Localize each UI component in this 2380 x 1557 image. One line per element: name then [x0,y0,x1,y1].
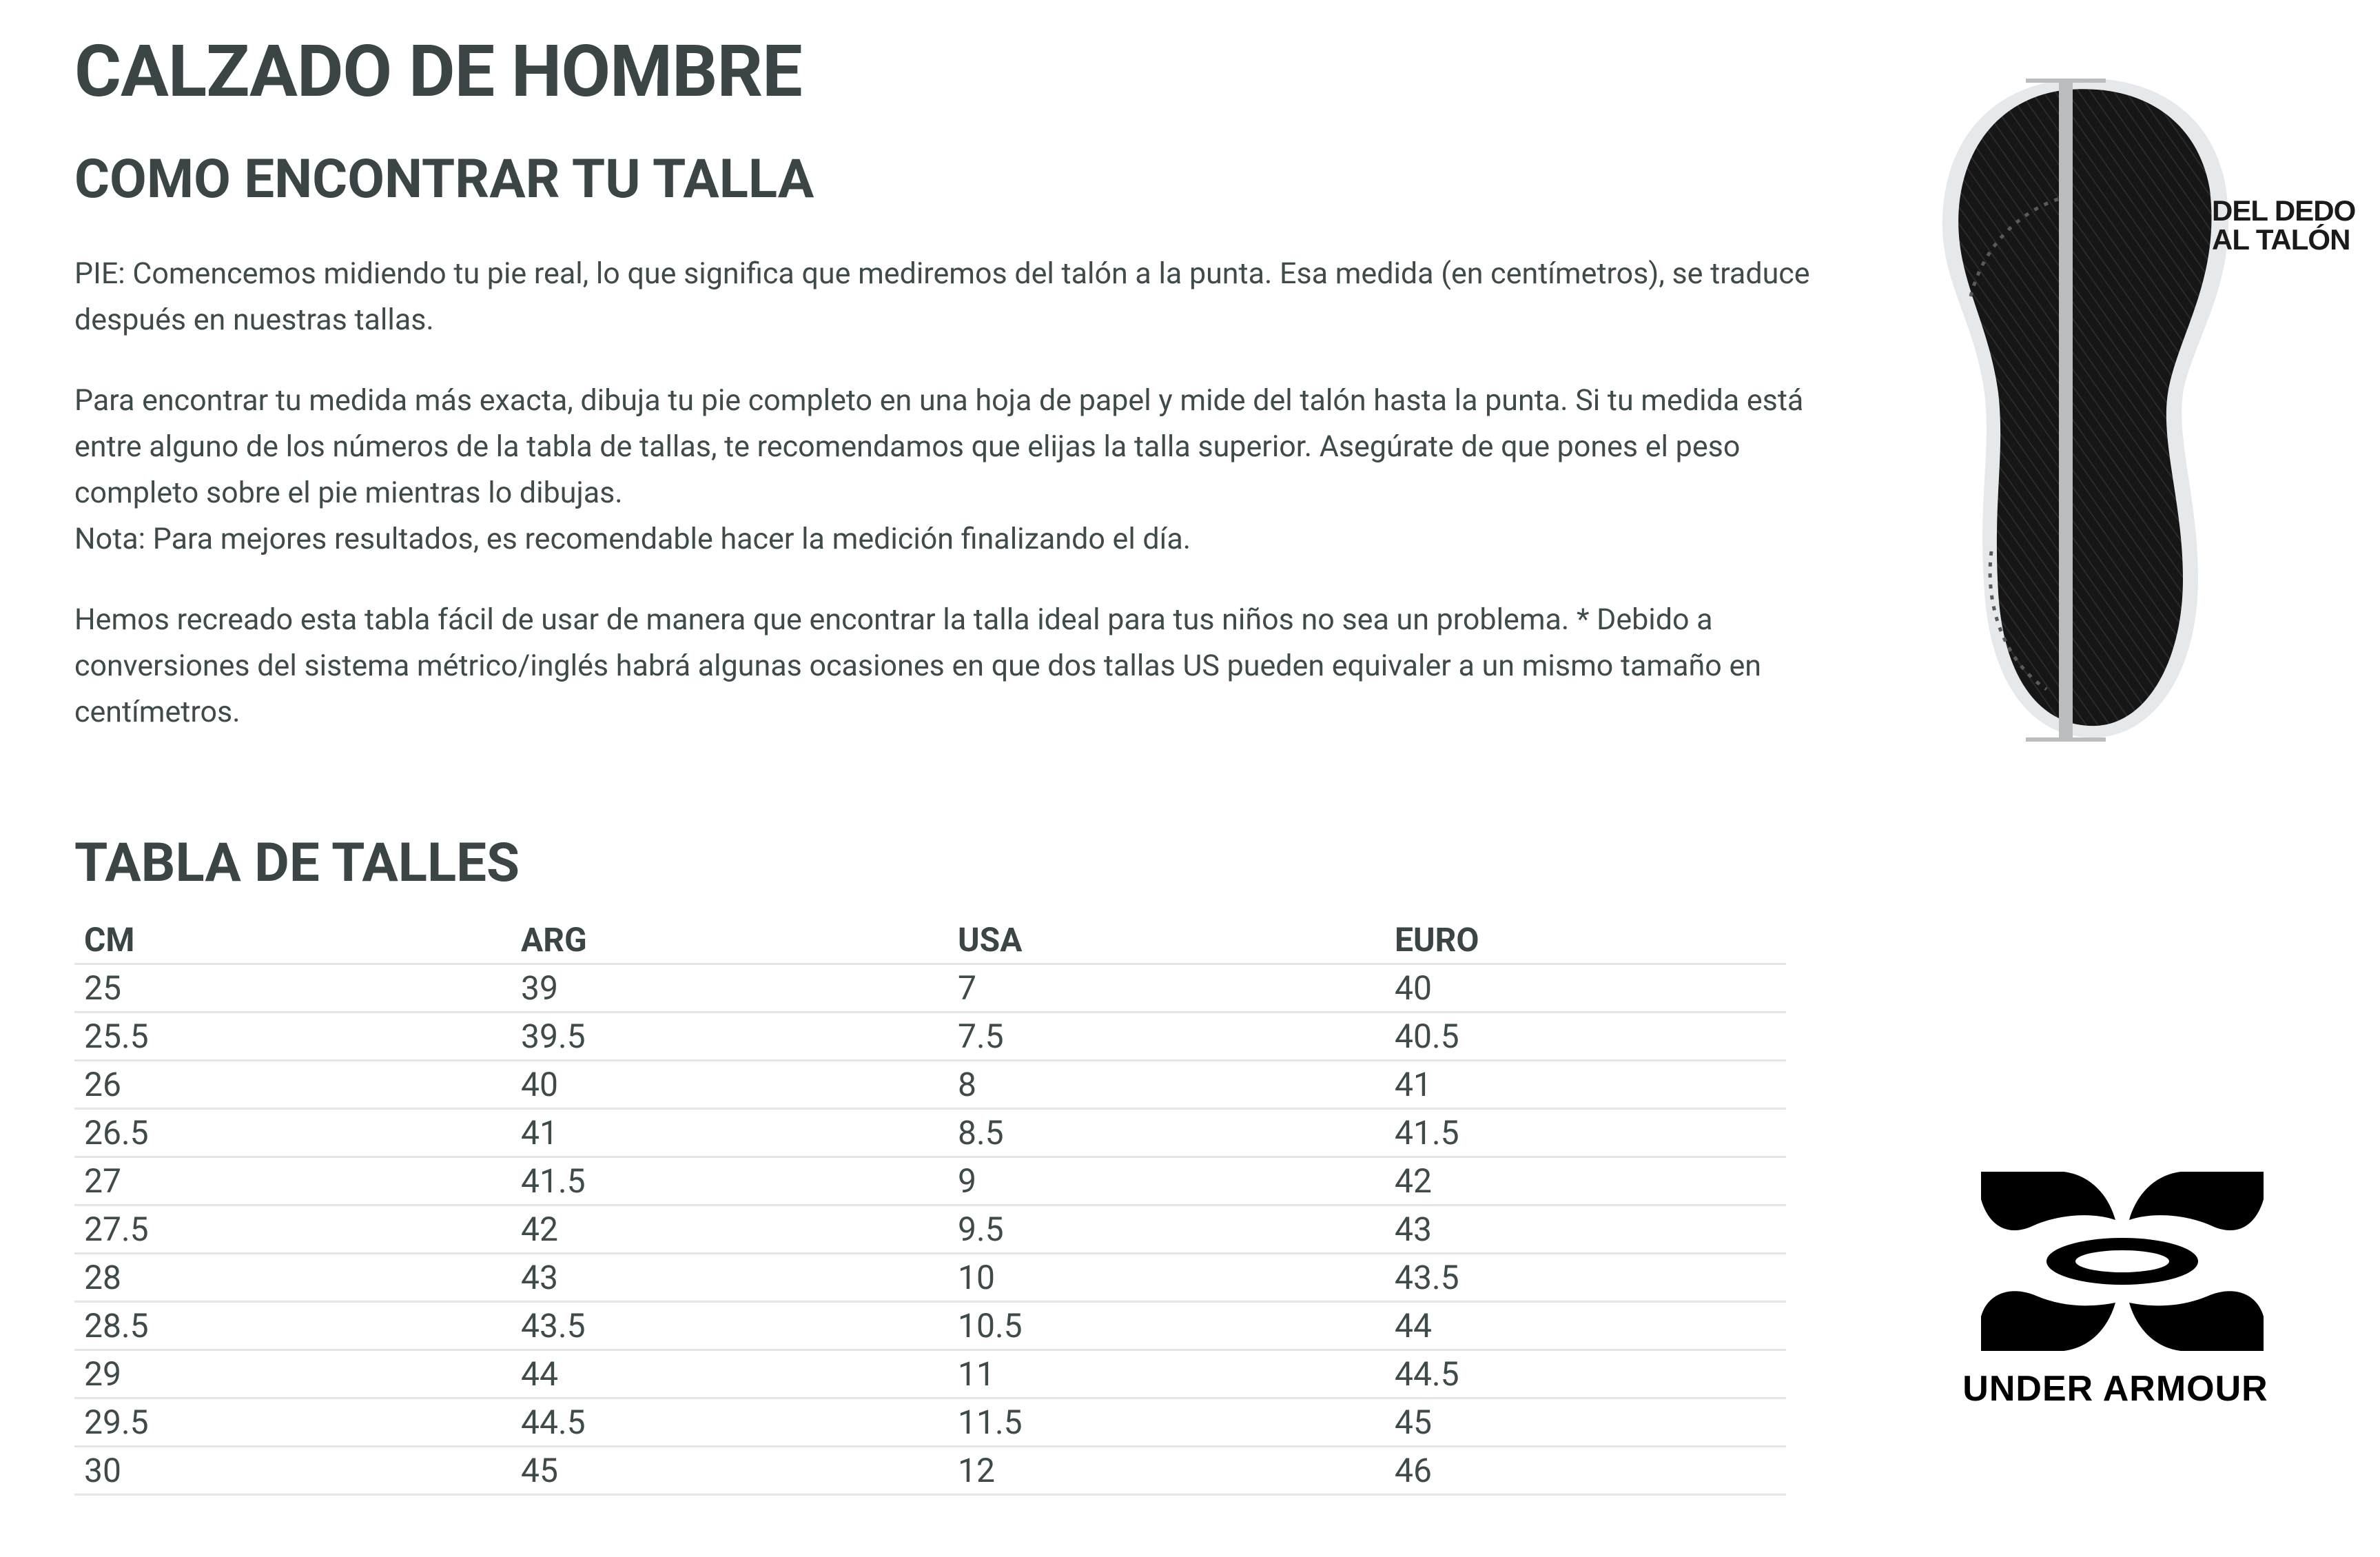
under-armour-logo-icon [1974,1172,2270,1351]
instruction-paragraph-3 [74,597,1811,735]
table-row [74,1157,1786,1205]
table-row [74,1109,1786,1157]
cell-cm: 28 [74,1254,511,1302]
sole-measure-label [2212,196,2355,254]
cell-arg: 43.5 [511,1302,948,1350]
cell-euro: 42 [1385,1157,1786,1205]
instruction-note: Nota: Para mejores resultados, es recomendable hacer la medición finalizando el día. [74,522,1191,556]
cell-euro: 45 [1385,1398,1786,1447]
cell-arg: 45 [511,1447,948,1495]
cell-arg: 43 [511,1254,948,1302]
cell-cm: 27.5 [74,1205,511,1254]
header-usa: USA [948,917,1385,964]
measure-cap-top [2026,79,2106,83]
header-cm: CM [74,917,511,964]
table-row [74,1012,1786,1061]
measure-cap-bottom [2026,737,2106,742]
cell-euro: 40 [1385,964,1786,1012]
header-arg: ARG [511,917,948,964]
cell-euro: 41.5 [1385,1109,1786,1157]
table-row [74,1061,1786,1109]
sole-label-line: AL TALÓN [2212,223,2350,256]
cell-cm: 26 [74,1061,511,1109]
cell-arg: 44.5 [511,1398,948,1447]
cell-cm: 26.5 [74,1109,511,1157]
cell-euro: 44 [1385,1302,1786,1350]
cell-arg: 42 [511,1205,948,1254]
instruction-text: Hemos recreado esta tabla fácil de usar de manera que encontrar la talla ideal para tus niños no sea un problema. * Debido a conversiones del sistema métrico/inglés habrá algunas ocasiones en que dos tallas US pueden equivaler a un mismo tamaño en centímetros. [74,602,1762,729]
cell-usa: 11 [948,1350,1385,1398]
cell-usa: 12 [948,1447,1385,1495]
cell-euro: 44.5 [1385,1350,1786,1398]
cell-arg: 39.5 [511,1012,948,1061]
cell-euro: 43.5 [1385,1254,1786,1302]
cell-usa: 7.5 [948,1012,1385,1061]
cell-arg: 40 [511,1061,948,1109]
cell-usa: 11.5 [948,1398,1385,1447]
cell-euro: 46 [1385,1447,1786,1495]
page-title: CALZADO DE HOMBRE [74,30,802,114]
page-subtitle: COMO ENCONTRAR TU TALLA [74,148,814,211]
instruction-text: Para encontrar tu medida más exacta, dibuja tu pie completo en una hoja de papel y mide del talón hasta la punta. Si tu medida está entre alguno de los números de la tabla de tallas, te recomendamos que elijas la talla superior. Asegúrate de que pones el peso completo sobre el pie mientras lo dibujas. [74,383,1804,510]
table-row [74,1302,1786,1350]
size-table [74,917,1786,1496]
cell-cm: 29 [74,1350,511,1398]
brand-name: UNDER ARMOUR [1962,1369,2268,1409]
size-table-title: TABLA DE TALLES [74,832,520,895]
cell-usa: 10.5 [948,1302,1385,1350]
cell-euro: 43 [1385,1205,1786,1254]
cell-cm: 30 [74,1447,511,1495]
brand-block [1909,1172,2322,1420]
instruction-paragraph-1 [74,251,1811,343]
cell-cm: 25.5 [74,1012,511,1061]
cell-usa: 8 [948,1061,1385,1109]
cell-usa: 8.5 [948,1109,1385,1157]
table-row [74,1398,1786,1447]
size-table-header-row [74,917,1786,964]
cell-arg: 44 [511,1350,948,1398]
cell-arg: 41.5 [511,1157,948,1205]
sole-label-line: DEL DEDO [2212,194,2356,227]
table-row [74,1447,1786,1495]
cell-cm: 25 [74,964,511,1012]
instruction-paragraph-2 [74,378,1811,562]
cell-euro: 41 [1385,1061,1786,1109]
cell-euro: 40.5 [1385,1012,1786,1061]
cell-cm: 28.5 [74,1302,511,1350]
cell-cm: 27 [74,1157,511,1205]
table-row [74,1254,1786,1302]
header-euro: EURO [1385,917,1786,964]
measure-line [2059,81,2073,740]
table-row [74,1350,1786,1398]
cell-usa: 9 [948,1157,1385,1205]
cell-arg: 39 [511,964,948,1012]
cell-usa: 10 [948,1254,1385,1302]
instruction-text: PIE: Comencemos midiendo tu pie real, lo que significa que mediremos del talón a la punta. Esa medida (en centímetros), se traduce después en nuestras tallas. [74,256,1810,337]
cell-cm: 29.5 [74,1398,511,1447]
cell-arg: 41 [511,1109,948,1157]
table-row [74,1205,1786,1254]
table-row [74,964,1786,1012]
shoe-sole-illustration-icon [1909,69,2363,751]
cell-usa: 9.5 [948,1205,1385,1254]
cell-usa: 7 [948,964,1385,1012]
